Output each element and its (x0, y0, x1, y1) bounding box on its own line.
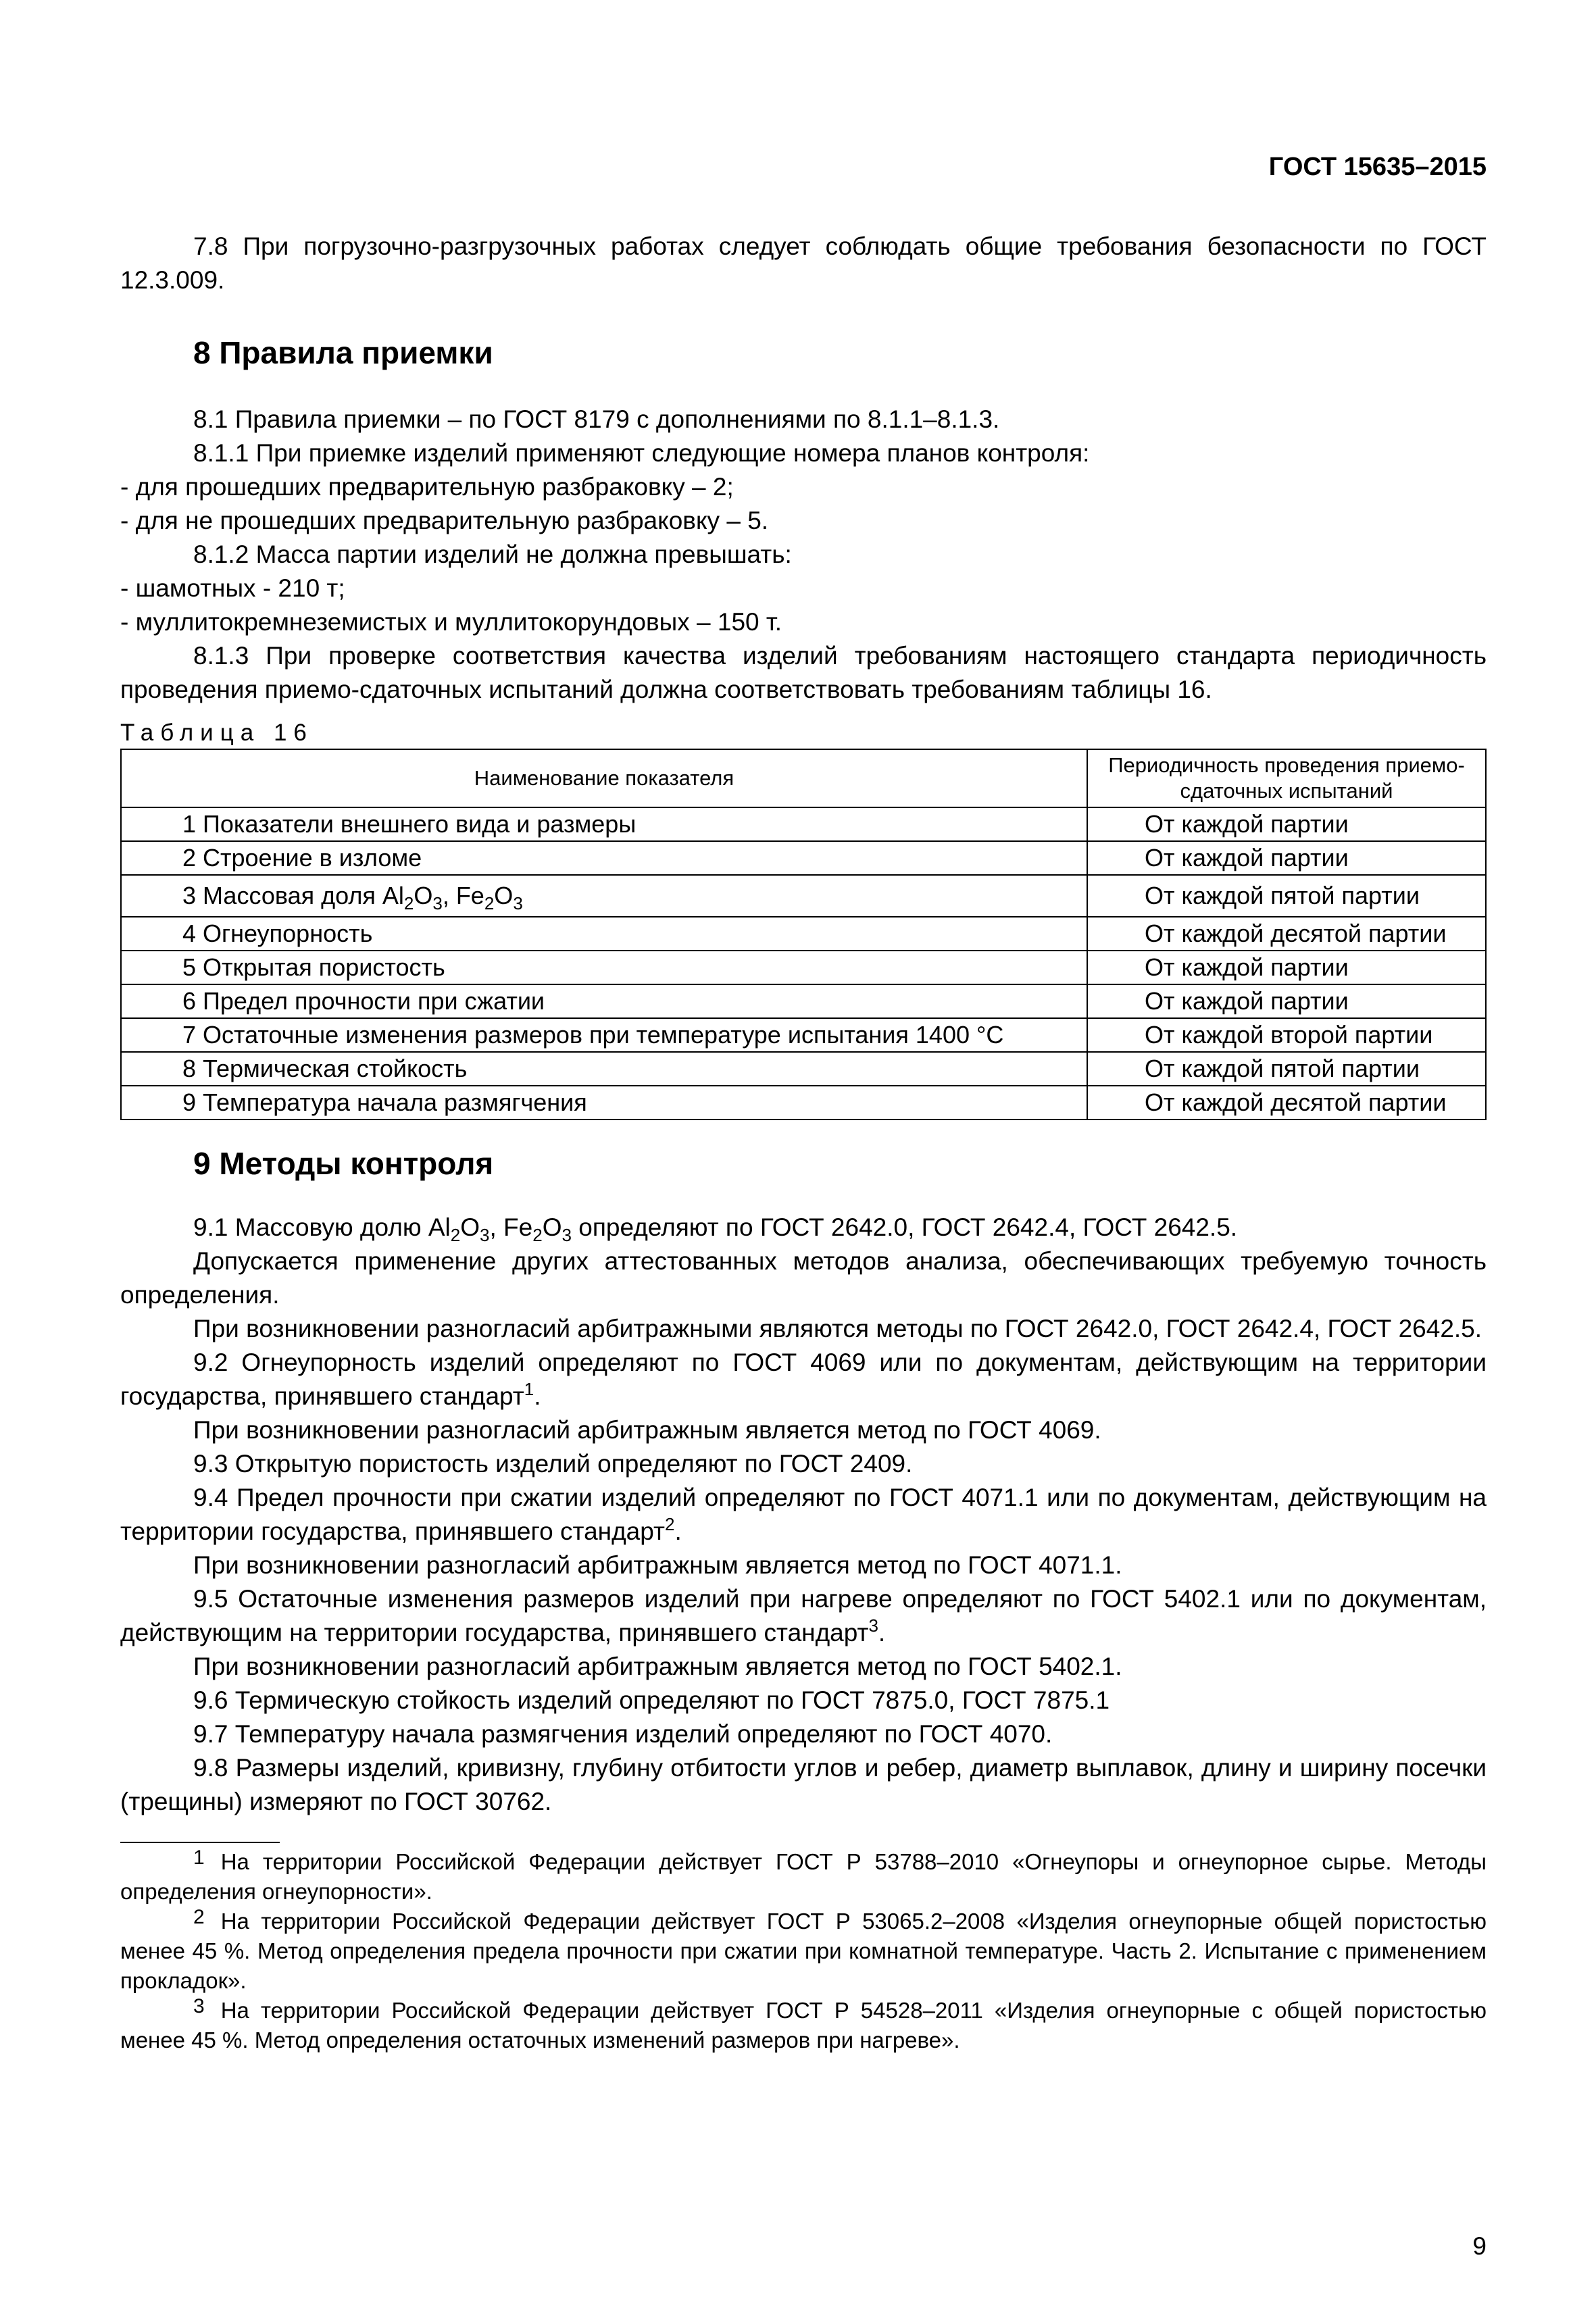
cell-text: O (494, 882, 514, 909)
subscript: 3 (480, 1225, 490, 1245)
footnote-text: На территории Российской Федерации действует ГОСТ Р 53788–2010 «Огнеупоры и огнеупорное сырье. Методы определения огнеупорности». (120, 1849, 1487, 1904)
table-row (121, 1018, 1486, 1052)
column-header-name: Наименование показателя (121, 749, 1087, 807)
cell-text: , Fe (442, 882, 484, 909)
table-row (121, 984, 1486, 1018)
text: определяют по ГОСТ 2642.0, ГОСТ 2642.4, ГОСТ 2642.5. (571, 1213, 1238, 1241)
table-cell-period: От каждой партии (1087, 841, 1486, 875)
footnote-mark: 1 (193, 1846, 205, 1869)
subscript: 3 (513, 893, 523, 913)
cell-text: O (414, 882, 433, 909)
text: O (460, 1213, 480, 1241)
text: 9.4 Предел прочности при сжатии изделий определяют по ГОСТ 4071.1 или по документам, действующим на территории государства, принявшего стандарт (120, 1484, 1487, 1545)
paragraph-9-7: 9.7 Температуру начала размягчения изделий определяют по ГОСТ 4070. (193, 1720, 1053, 1748)
table-cell-name: 5 Открытая пористость (121, 951, 1087, 984)
paragraph-9-2-b: При возникновении разногласий арбитражным является метод по ГОСТ 4069. (193, 1416, 1101, 1444)
subscript: 2 (532, 1225, 543, 1245)
footnote-text: На территории Российской Федерации действует ГОСТ Р 54528–2011 «Изделия огнеупорные с общей пористостью менее 45 %. Метод определения остаточных изменений размеров при нагреве». (120, 1998, 1487, 2053)
subscript: 3 (432, 893, 443, 913)
paragraph-9-1-b: Допускается применение других аттестованных методов анализа, обеспечивающих требуемую точность определения. (120, 1247, 1487, 1309)
table-cell-period: От каждой партии (1087, 807, 1486, 841)
list-item: - шамотных - 210 т; (120, 574, 345, 602)
section-8-title: 8 Правила приемки (193, 335, 493, 370)
document-header-id: ГОСТ 15635–2015 (1268, 153, 1487, 181)
subscript: 2 (403, 893, 414, 913)
table-cell-period: От каждой партии (1087, 984, 1486, 1018)
paragraph-9-3: 9.3 Открытую пористость изделий определяют по ГОСТ 2409. (193, 1450, 913, 1478)
paragraph-9-1 (120, 1211, 1487, 1244)
list-item: - для прошедших предварительную разбраковку – 2; (120, 473, 734, 501)
footnote-divider (120, 1842, 280, 1843)
table-row (121, 875, 1486, 917)
page-number: 9 (1472, 2232, 1487, 2260)
text: 9.1 Массовую долю Al (193, 1213, 451, 1241)
table-row (121, 951, 1486, 984)
list-item: - для не прошедших предварительную разбраковку – 5. (120, 507, 769, 534)
table-cell-period: От каждой десятой партии (1087, 1086, 1486, 1120)
paragraph-9-4-b: При возникновении разногласий арбитражным является метод по ГОСТ 4071.1. (193, 1551, 1122, 1579)
table-cell-name: 9 Температура начала размягчения (121, 1086, 1087, 1120)
cell-text: 3 Массовая доля Al (182, 882, 404, 909)
subscript: 2 (450, 1225, 461, 1245)
table-cell-period: От каждой пятой партии (1087, 1052, 1486, 1086)
footnote-ref: 2 (664, 1514, 675, 1534)
table-cell-name: 2 Строение в изломе (121, 841, 1087, 875)
subscript: 2 (484, 893, 495, 913)
table-cell-name: 8 Термическая стойкость (121, 1052, 1087, 1086)
footnote (120, 1996, 1487, 2055)
footnote (120, 1907, 1487, 1996)
table-header-row (121, 749, 1486, 807)
table-cell-name: 6 Предел прочности при сжатии (121, 984, 1087, 1018)
paragraph-7-8: 7.8 При погрузочно-разгрузочных работах следует соблюдать общие требования безопасности по ГОСТ 12.3.009. (120, 232, 1487, 294)
text: . (878, 1619, 886, 1646)
paragraph-9-5-b: При возникновении разногласий арбитражным является метод по ГОСТ 5402.1. (193, 1653, 1122, 1680)
text: , Fe (489, 1213, 533, 1241)
footnote-text: На территории Российской Федерации действует ГОСТ Р 53065.2–2008 «Изделия огнеупорные общей пористостью менее 45 %. Метод определения предела прочности при сжатии при комнатной температуре. Часть 2. Испытание с применением прокладок». (120, 1909, 1487, 1993)
table-caption: Таблица 16 (120, 720, 314, 746)
list-item: - муллитокремнеземистых и муллитокорундовых – 150 т. (120, 608, 782, 636)
paragraph-8-1: 8.1 Правила приемки – по ГОСТ 8179 с дополнениями по 8.1.1–8.1.3. (193, 405, 1000, 433)
table-cell-period: От каждой пятой партии (1087, 875, 1486, 917)
table-cell-name (121, 875, 1087, 917)
table-row (121, 807, 1486, 841)
paragraph-8-1-1: 8.1.1 При приемке изделий применяют следующие номера планов контроля: (193, 439, 1090, 467)
text: . (534, 1382, 541, 1410)
page-content (120, 230, 1487, 2055)
footnote (120, 1847, 1487, 1907)
paragraph-8-1-2: 8.1.2 Масса партии изделий не должна превышать: (193, 540, 792, 568)
table-row (121, 917, 1486, 951)
footnote-mark: 3 (193, 1995, 205, 2017)
table-cell-name: 7 Остаточные изменения размеров при температуре испытания 1400 °С (121, 1018, 1087, 1052)
table-row (121, 841, 1486, 875)
table-cell-name: 4 Огнеупорность (121, 917, 1087, 951)
table-cell-period: От каждой десятой партии (1087, 917, 1486, 951)
table-row (121, 1086, 1486, 1120)
text: 9.5 Остаточные изменения размеров изделий при нагреве определяют по ГОСТ 5402.1 или по документам, действующим на территории государства, принявшего стандарт (120, 1585, 1487, 1646)
table-row (121, 1052, 1486, 1086)
column-header-period: Периодичность проведения приемо-сдаточных испытаний (1087, 749, 1486, 807)
footnote-ref: 3 (868, 1615, 878, 1636)
footnote-mark: 2 (193, 1906, 205, 1928)
paragraph-9-4 (120, 1481, 1487, 1549)
table-cell-period: От каждой второй партии (1087, 1018, 1486, 1052)
paragraph-9-6: 9.6 Термическую стойкость изделий определяют по ГОСТ 7875.0, ГОСТ 7875.1 (193, 1686, 1110, 1714)
table-cell-name: 1 Показатели внешнего вида и размеры (121, 807, 1087, 841)
paragraph-9-5 (120, 1582, 1487, 1650)
footnote-ref: 1 (524, 1379, 534, 1399)
paragraph-9-8: 9.8 Размеры изделий, кривизну, глубину отбитости углов и ребер, диаметр выплавок, длину и ширину посечки (трещины) измеряют по ГОСТ 30762. (120, 1754, 1487, 1815)
table-cell-period: От каждой партии (1087, 951, 1486, 984)
text: . (674, 1517, 682, 1545)
text: O (542, 1213, 562, 1241)
table-16 (120, 749, 1487, 1120)
section-9-title: 9 Методы контроля (193, 1146, 494, 1181)
paragraph-8-1-3: 8.1.3 При проверке соответствия качества изделий требованиям настоящего стандарта периодичность проведения приемо-сдаточных испытаний должна соответствовать требованиям таблицы 16. (120, 642, 1487, 703)
paragraph-9-2 (120, 1346, 1487, 1413)
subscript: 3 (562, 1225, 572, 1245)
paragraph-9-1-c: При возникновении разногласий арбитражными являются методы по ГОСТ 2642.0, ГОСТ 2642.4, ГОСТ 2642.5. (193, 1315, 1482, 1342)
text: 9.2 Огнеупорность изделий определяют по ГОСТ 4069 или по документам, действующим на территории государства, принявшего стандарт (120, 1349, 1487, 1410)
